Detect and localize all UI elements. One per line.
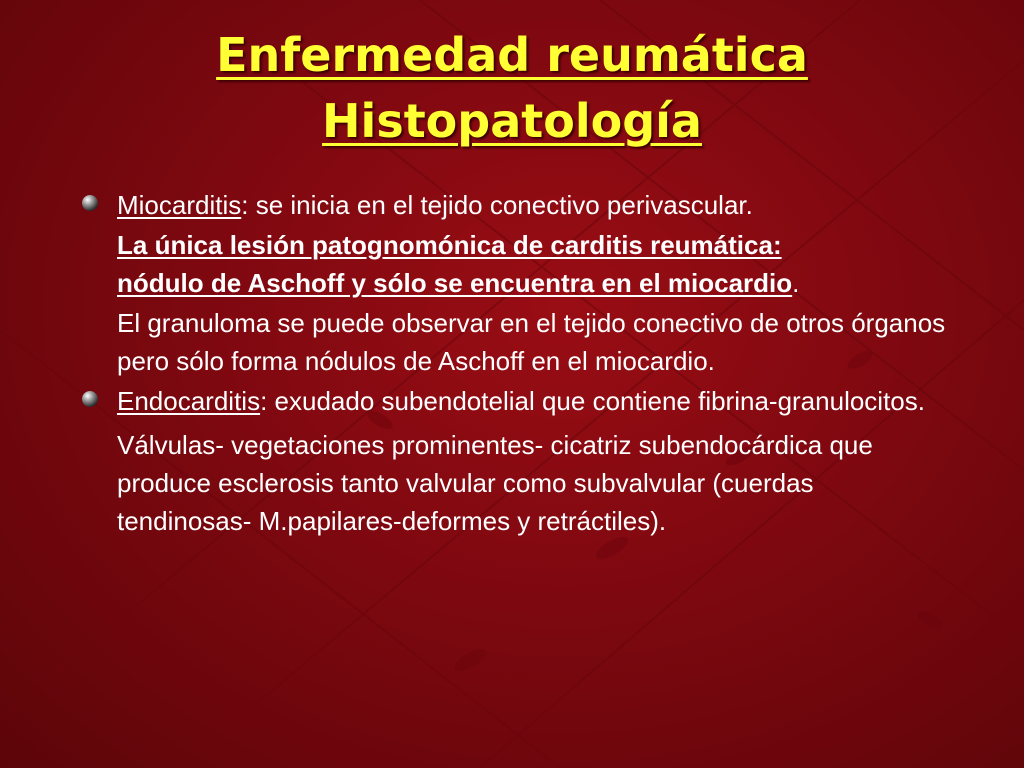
lesion-line-2: nódulo de Aschoff y sólo se encuentra en el miocardio	[117, 268, 793, 298]
term-endocarditis: Endocarditis	[117, 386, 261, 416]
miocarditis-description: : se inicia en el tejido conectivo perivascular.	[241, 190, 753, 220]
slide-title	[0, 22, 1024, 154]
slide-title-line-2: Histopatología	[322, 94, 702, 148]
bullet-endocarditis	[117, 382, 954, 420]
lesion-line-1: La única lesión patognomónica de carditis reumática:	[117, 230, 782, 260]
paragraph-granuloma: El granuloma se puede observar en el tejido conectivo de otros órganos pero sólo forma nódulos de Aschoff en el miocardio.	[117, 308, 946, 376]
lesion-end: .	[792, 268, 800, 298]
slide-title-line-1: Enfermedad reumática	[216, 28, 808, 82]
bullet-miocarditis	[117, 186, 954, 224]
metallic-sphere-bullet-icon	[81, 194, 99, 212]
endocarditis-description: : exudado subendotelial que contiene fibrina-granulocitos.	[260, 386, 925, 416]
metallic-sphere-bullet-icon	[81, 390, 99, 408]
slide-body	[0, 186, 1024, 540]
paragraph-lesion	[117, 226, 954, 302]
paragraph-valvulas: Válvulas- vegetaciones prominentes- cicatriz subendocárdica que produce esclerosis tanto valvular como subvalvular (cuerdas tendinosas- M.papilares-deformes y retráctiles).	[117, 430, 873, 536]
term-miocarditis: Miocarditis	[117, 190, 242, 220]
